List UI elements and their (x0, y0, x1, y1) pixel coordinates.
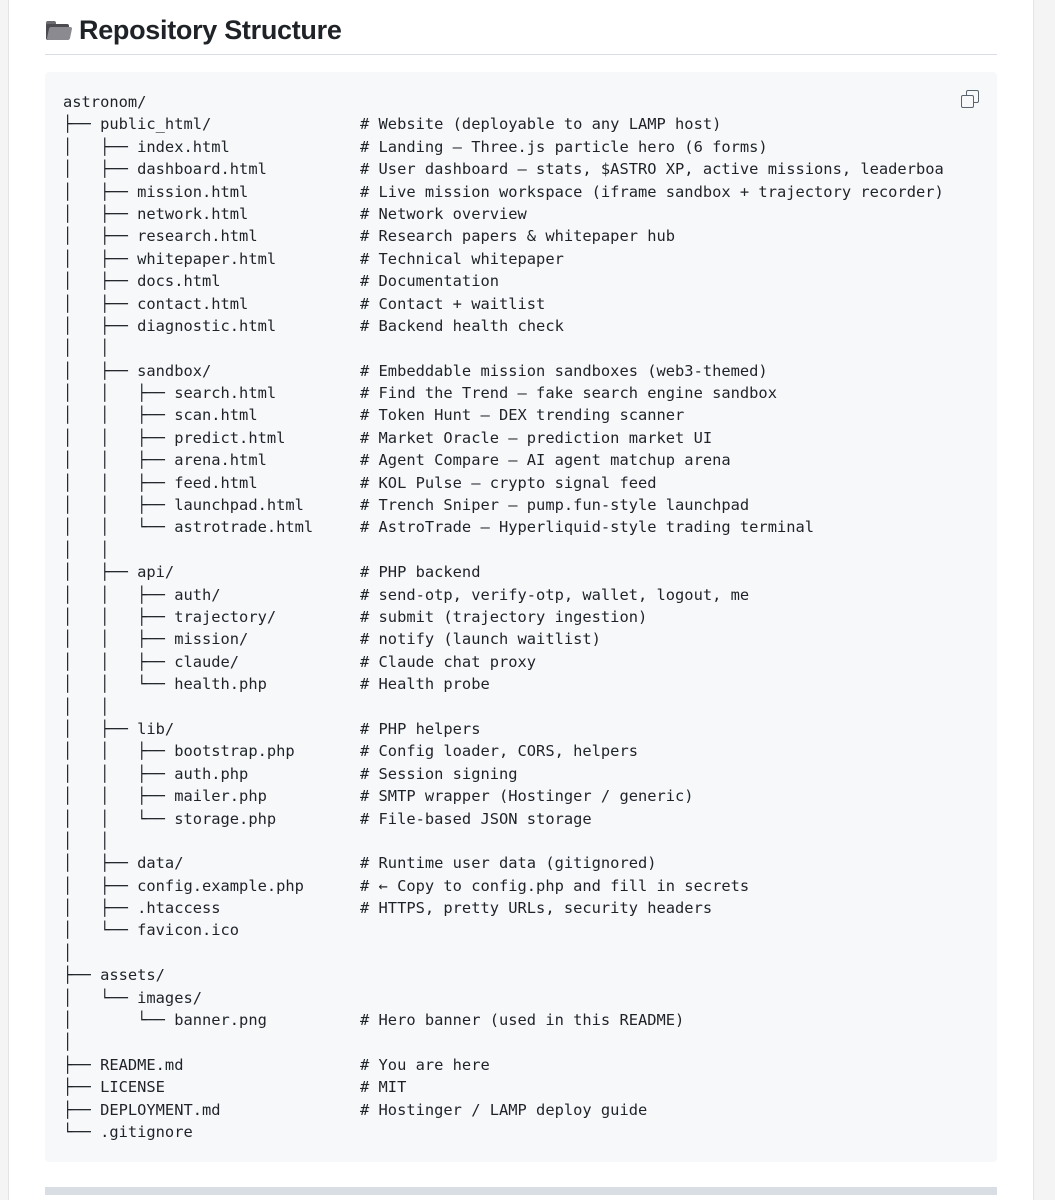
line-comment: # Claude chat proxy (360, 652, 537, 671)
tree-path: │ │ └── storage.php (63, 809, 277, 828)
code-line (63, 763, 518, 785)
code-line (63, 181, 944, 203)
tree-path: │ └── favicon.ico (63, 921, 240, 940)
line-comment: # Session signing (360, 764, 518, 783)
tree-path: │ ├── docs.html (63, 272, 221, 291)
code-line (63, 1031, 313, 1053)
code-line (63, 494, 750, 516)
heading-divider (45, 54, 997, 55)
tree-path: │ │ ├── arena.html (63, 451, 267, 470)
tree-path: │ │ ├── bootstrap.php (63, 742, 295, 761)
tree-path: ├── DEPLOYMENT.md (63, 1100, 221, 1119)
line-comment: # Documentation (360, 272, 499, 291)
line-comment: # AstroTrade — Hyperliquid-style trading terminal (360, 518, 815, 537)
tree-path: │ ├── dashboard.html (63, 160, 267, 179)
code-line (63, 897, 713, 919)
tree-path: │ ├── whitepaper.html (63, 249, 277, 268)
tree-path: │ ├── lib/ (63, 719, 175, 738)
line-comment: # File-based JSON storage (360, 809, 592, 828)
line-comment: # Config loader, CORS, helpers (360, 742, 638, 761)
code-line (63, 248, 564, 270)
tree-path: │ ├── network.html (63, 204, 249, 223)
line-comment: # Network overview (360, 204, 527, 223)
code-lines (63, 91, 944, 1143)
tree-path: │ │ ├── mailer.php (63, 787, 267, 806)
line-comment: # HTTPS, pretty URLs, security headers (360, 899, 713, 918)
tree-path: │ │ └── health.php (63, 675, 267, 694)
code-line (63, 651, 537, 673)
code-line (63, 337, 313, 359)
tree-path: │ │ ├── auth.php (63, 764, 249, 783)
tree-path: │ ├── diagnostic.html (63, 316, 277, 335)
line-comment: # send-otp, verify-otp, wallet, logout, me (360, 585, 750, 604)
tree-path: │ │ ├── auth/ (63, 585, 221, 604)
code-line (63, 1054, 490, 1076)
code-line (63, 830, 313, 852)
tree-path: │ │ (63, 831, 110, 850)
code-line (63, 718, 481, 740)
tree-path: │ │ ├── mission/ (63, 630, 249, 649)
code-line (63, 808, 592, 830)
code-line (63, 606, 648, 628)
line-comment: # Backend health check (360, 316, 564, 335)
line-comment: # Embeddable mission sandboxes (web3-themed) (360, 361, 768, 380)
tree-path: │ ├── research.html (63, 227, 258, 246)
line-comment: # Trench Sniper — pump.fun-style launchpad (360, 496, 750, 515)
tree-path: ├── assets/ (63, 966, 165, 985)
line-comment: # Contact + waitlist (360, 294, 546, 313)
code-line (63, 225, 676, 247)
code-line (63, 1121, 313, 1143)
code-line (63, 964, 313, 986)
tree-path: │ │ ├── predict.html (63, 428, 286, 447)
line-comment: # Find the Trend — fake search engine sandbox (360, 384, 777, 403)
line-comment: # KOL Pulse — crypto signal feed (360, 473, 657, 492)
tree-path: ├── README.md (63, 1055, 184, 1074)
code-line (63, 91, 313, 113)
code-line (63, 852, 657, 874)
code-line (63, 673, 490, 695)
tree-path: │ ├── config.example.php (63, 876, 304, 895)
tree-path: │ └── images/ (63, 988, 202, 1007)
tree-path: │ │ (63, 540, 110, 559)
copy-button[interactable] (959, 88, 981, 110)
line-comment: # PHP helpers (360, 719, 481, 738)
code-line (63, 785, 694, 807)
code-line (63, 270, 499, 292)
line-comment: # Agent Compare — AI agent matchup arena (360, 451, 731, 470)
code-line (63, 919, 313, 941)
tree-path: │ │ ├── trajectory/ (63, 607, 277, 626)
code-line (63, 942, 313, 964)
code-line (63, 516, 815, 538)
line-comment: # PHP backend (360, 563, 481, 582)
line-comment: # submit (trajectory ingestion) (360, 607, 648, 626)
tree-path: │ │ ├── feed.html (63, 473, 258, 492)
code-line (63, 628, 601, 650)
tree-path: └── .gitignore (63, 1122, 193, 1141)
tree-path: │ │ ├── claude/ (63, 652, 240, 671)
tree-path: │ (63, 943, 73, 962)
line-comment: # Technical whitepaper (360, 249, 564, 268)
tree-path: │ ├── data/ (63, 854, 184, 873)
code-line (63, 315, 564, 337)
line-comment: # Live mission workspace (iframe sandbox + trajectory recorder) (360, 182, 944, 201)
tree-path: │ │ ├── search.html (63, 384, 277, 403)
tree-path: ├── public_html/ (63, 115, 212, 134)
code-line (63, 539, 313, 561)
code-line (63, 740, 638, 762)
tree-path: ├── LICENSE (63, 1078, 165, 1097)
code-line (63, 158, 944, 180)
section-title: Repository Structure (79, 14, 342, 45)
code-line (63, 360, 768, 382)
tree-path: │ ├── contact.html (63, 294, 249, 313)
line-comment: # notify (launch waitlist) (360, 630, 601, 649)
code-line (63, 987, 313, 1009)
line-comment: # Hostinger / LAMP deploy guide (360, 1100, 648, 1119)
line-comment: # Market Oracle — prediction market UI (360, 428, 713, 447)
line-comment: # User dashboard — stats, $ASTRO XP, active missions, leaderboa (360, 160, 944, 179)
tree-path: │ │ (63, 339, 110, 358)
tree-path: │ ├── sandbox/ (63, 361, 212, 380)
code-line (63, 584, 750, 606)
tree-path: │ ├── mission.html (63, 182, 249, 201)
line-comment: # ← Copy to config.php and fill in secrets (360, 876, 750, 895)
code-line (63, 427, 713, 449)
tree-path: │ │ (63, 697, 110, 716)
tree-path: │ │ ├── scan.html (63, 406, 258, 425)
next-section-divider (45, 1187, 997, 1195)
tree-path: │ ├── index.html (63, 137, 230, 156)
code-line (63, 293, 546, 315)
tree-path: │ │ └── astrotrade.html (63, 518, 314, 537)
code-line (63, 449, 731, 471)
code-line (63, 696, 313, 718)
code-line (63, 1099, 648, 1121)
line-comment: # Hero banner (used in this README) (360, 1011, 685, 1030)
code-line (63, 136, 768, 158)
code-line (63, 1009, 685, 1031)
section-heading (45, 10, 342, 50)
code-line (63, 472, 657, 494)
code-line (63, 561, 481, 583)
tree-path: │ ├── api/ (63, 563, 175, 582)
code-line (63, 404, 685, 426)
line-comment: # Research papers & whitepaper hub (360, 227, 676, 246)
readme-section (8, 0, 1034, 1200)
line-comment: # Landing — Three.js particle hero (6 forms) (360, 137, 768, 156)
code-line (63, 113, 722, 135)
tree-path: │ ├── .htaccess (63, 899, 221, 918)
code-line (63, 1076, 407, 1098)
line-comment: # MIT (360, 1078, 407, 1097)
tree-path: astronom/ (63, 93, 147, 111)
folder-icon (45, 19, 71, 41)
code-line (63, 203, 527, 225)
code-line (63, 875, 750, 897)
code-block (45, 72, 997, 1162)
tree-path: │ │ ├── launchpad.html (63, 496, 304, 515)
line-comment: # Token Hunt — DEX trending scanner (360, 406, 685, 425)
line-comment: # You are here (360, 1055, 490, 1074)
line-comment: # Website (deployable to any LAMP host) (360, 115, 722, 134)
tree-path: │ (63, 1033, 73, 1052)
code-line (63, 382, 777, 404)
line-comment: # Runtime user data (gitignored) (360, 854, 657, 873)
line-comment: # Health probe (360, 675, 490, 694)
line-comment: # SMTP wrapper (Hostinger / generic) (360, 787, 694, 806)
tree-path: │ └── banner.png (63, 1011, 267, 1030)
